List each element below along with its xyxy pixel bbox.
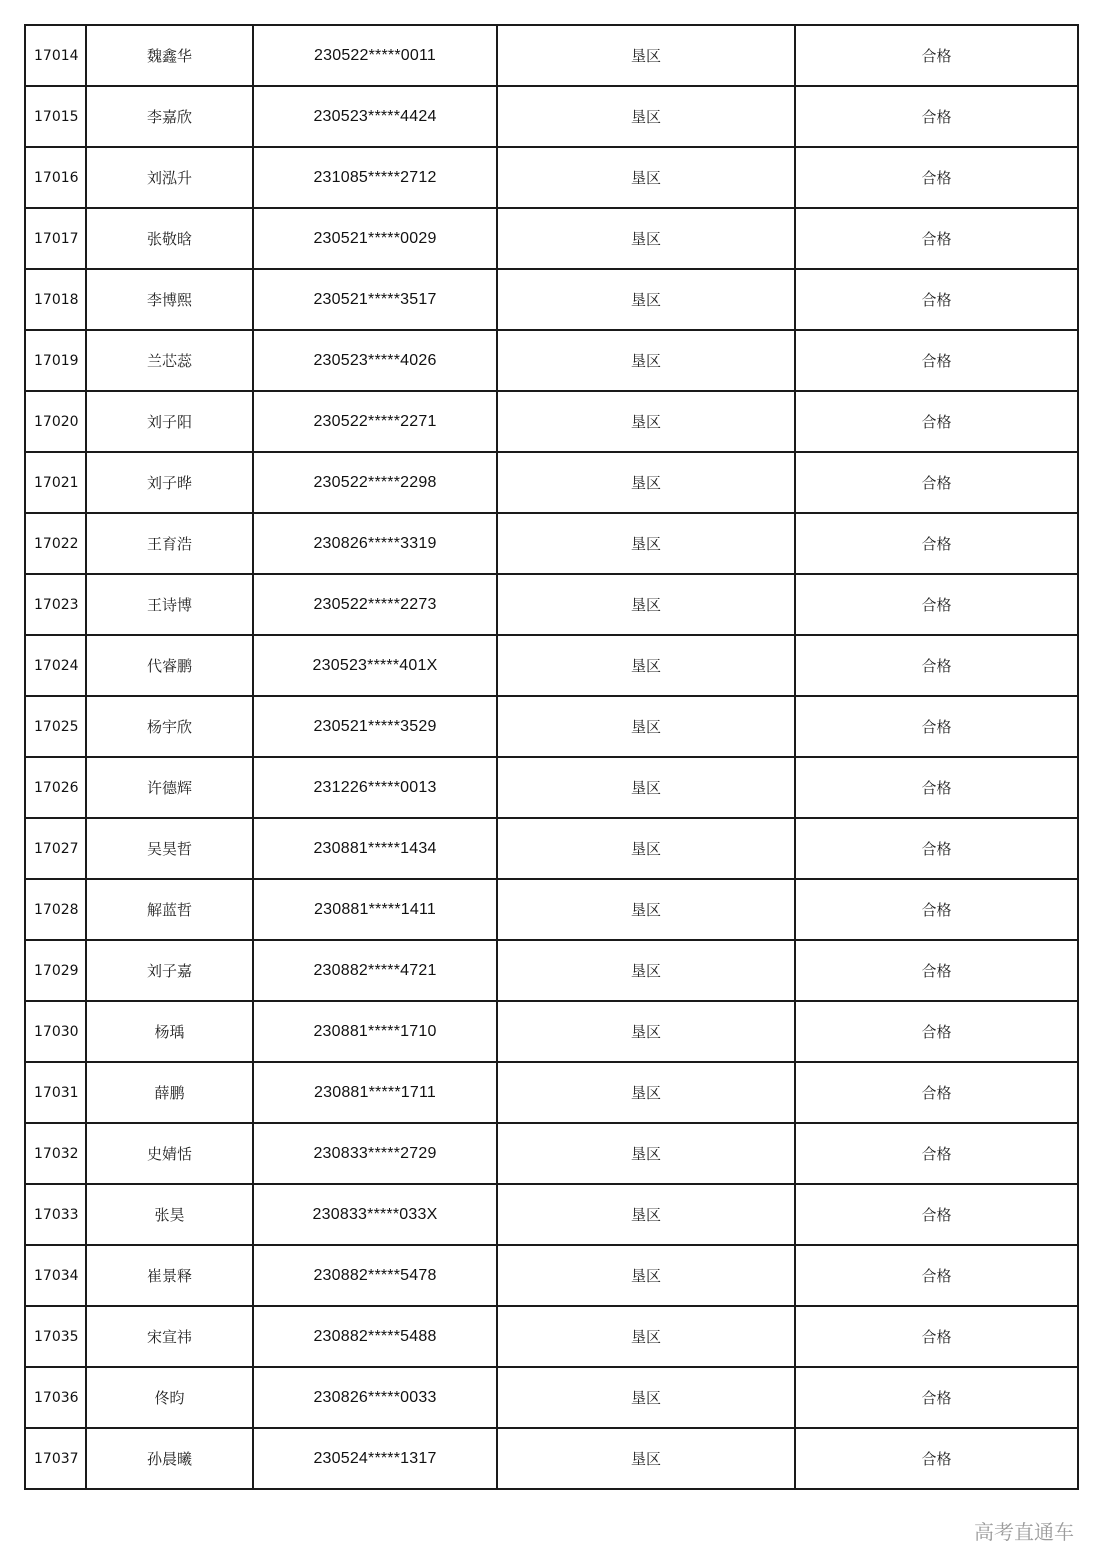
cell-number: 17026 bbox=[25, 757, 86, 818]
table-row bbox=[25, 879, 1078, 940]
cell-number: 17034 bbox=[25, 1245, 86, 1306]
cell-result: 合格 bbox=[795, 1123, 1078, 1184]
cell-name: 史婧恬 bbox=[86, 1123, 253, 1184]
table-row bbox=[25, 1184, 1078, 1245]
table-row bbox=[25, 452, 1078, 513]
roster-table-body bbox=[25, 25, 1078, 1489]
cell-area: 垦区 bbox=[497, 452, 795, 513]
cell-id-number: 230522*****2271 bbox=[253, 391, 497, 452]
cell-number: 17029 bbox=[25, 940, 86, 1001]
roster-table bbox=[24, 24, 1079, 1490]
cell-result: 合格 bbox=[795, 269, 1078, 330]
cell-number: 17030 bbox=[25, 1001, 86, 1062]
cell-number: 17016 bbox=[25, 147, 86, 208]
cell-id-number: 230521*****3529 bbox=[253, 696, 497, 757]
cell-id-number: 230522*****2298 bbox=[253, 452, 497, 513]
cell-result: 合格 bbox=[795, 330, 1078, 391]
table-row bbox=[25, 1062, 1078, 1123]
cell-name: 崔景释 bbox=[86, 1245, 253, 1306]
cell-result: 合格 bbox=[795, 1001, 1078, 1062]
cell-area: 垦区 bbox=[497, 1428, 795, 1489]
cell-result: 合格 bbox=[795, 574, 1078, 635]
cell-id-number: 230833*****2729 bbox=[253, 1123, 497, 1184]
cell-name: 宋宣祎 bbox=[86, 1306, 253, 1367]
cell-number: 17028 bbox=[25, 879, 86, 940]
cell-result: 合格 bbox=[795, 452, 1078, 513]
cell-result: 合格 bbox=[795, 513, 1078, 574]
table-row bbox=[25, 208, 1078, 269]
cell-id-number: 230882*****5478 bbox=[253, 1245, 497, 1306]
cell-result: 合格 bbox=[795, 1245, 1078, 1306]
table-row bbox=[25, 391, 1078, 452]
cell-result: 合格 bbox=[795, 1062, 1078, 1123]
cell-id-number: 230521*****3517 bbox=[253, 269, 497, 330]
cell-id-number: 230833*****033X bbox=[253, 1184, 497, 1245]
table-row bbox=[25, 1001, 1078, 1062]
cell-area: 垦区 bbox=[497, 86, 795, 147]
table-row bbox=[25, 1367, 1078, 1428]
table-row bbox=[25, 1245, 1078, 1306]
cell-number: 17018 bbox=[25, 269, 86, 330]
cell-area: 垦区 bbox=[497, 391, 795, 452]
cell-number: 17017 bbox=[25, 208, 86, 269]
cell-number: 17025 bbox=[25, 696, 86, 757]
cell-result: 合格 bbox=[795, 940, 1078, 1001]
cell-area: 垦区 bbox=[497, 25, 795, 86]
cell-name: 王育浩 bbox=[86, 513, 253, 574]
table-row bbox=[25, 574, 1078, 635]
table-row bbox=[25, 269, 1078, 330]
cell-id-number: 230523*****401X bbox=[253, 635, 497, 696]
cell-id-number: 230881*****1710 bbox=[253, 1001, 497, 1062]
table-row bbox=[25, 25, 1078, 86]
cell-result: 合格 bbox=[795, 208, 1078, 269]
cell-area: 垦区 bbox=[497, 879, 795, 940]
cell-name: 杨瑀 bbox=[86, 1001, 253, 1062]
table-row bbox=[25, 86, 1078, 147]
table-row bbox=[25, 940, 1078, 1001]
cell-result: 合格 bbox=[795, 1367, 1078, 1428]
cell-name: 杨宇欣 bbox=[86, 696, 253, 757]
cell-result: 合格 bbox=[795, 25, 1078, 86]
cell-name: 张昊 bbox=[86, 1184, 253, 1245]
cell-result: 合格 bbox=[795, 757, 1078, 818]
cell-area: 垦区 bbox=[497, 1306, 795, 1367]
cell-id-number: 230881*****1711 bbox=[253, 1062, 497, 1123]
cell-area: 垦区 bbox=[497, 574, 795, 635]
cell-name: 佟昀 bbox=[86, 1367, 253, 1428]
cell-name: 代睿鹏 bbox=[86, 635, 253, 696]
table-row bbox=[25, 513, 1078, 574]
table-row bbox=[25, 147, 1078, 208]
cell-area: 垦区 bbox=[497, 330, 795, 391]
cell-area: 垦区 bbox=[497, 1001, 795, 1062]
cell-result: 合格 bbox=[795, 1428, 1078, 1489]
cell-name: 兰芯蕊 bbox=[86, 330, 253, 391]
cell-name: 张敬晗 bbox=[86, 208, 253, 269]
cell-name: 刘子嘉 bbox=[86, 940, 253, 1001]
cell-number: 17022 bbox=[25, 513, 86, 574]
table-row bbox=[25, 818, 1078, 879]
table-row bbox=[25, 1123, 1078, 1184]
cell-area: 垦区 bbox=[497, 1123, 795, 1184]
cell-id-number: 230881*****1411 bbox=[253, 879, 497, 940]
cell-number: 17023 bbox=[25, 574, 86, 635]
cell-number: 17019 bbox=[25, 330, 86, 391]
cell-area: 垦区 bbox=[497, 208, 795, 269]
cell-result: 合格 bbox=[795, 818, 1078, 879]
table-row bbox=[25, 1306, 1078, 1367]
cell-area: 垦区 bbox=[497, 1062, 795, 1123]
table-row bbox=[25, 696, 1078, 757]
cell-name: 许德辉 bbox=[86, 757, 253, 818]
cell-id-number: 230521*****0029 bbox=[253, 208, 497, 269]
cell-result: 合格 bbox=[795, 879, 1078, 940]
cell-id-number: 230523*****4026 bbox=[253, 330, 497, 391]
cell-name: 刘子晔 bbox=[86, 452, 253, 513]
cell-result: 合格 bbox=[795, 1306, 1078, 1367]
cell-area: 垦区 bbox=[497, 1367, 795, 1428]
cell-id-number: 230826*****3319 bbox=[253, 513, 497, 574]
cell-area: 垦区 bbox=[497, 1184, 795, 1245]
cell-result: 合格 bbox=[795, 147, 1078, 208]
cell-result: 合格 bbox=[795, 1184, 1078, 1245]
cell-number: 17015 bbox=[25, 86, 86, 147]
cell-number: 17032 bbox=[25, 1123, 86, 1184]
cell-id-number: 230522*****2273 bbox=[253, 574, 497, 635]
cell-result: 合格 bbox=[795, 86, 1078, 147]
roster-sheet bbox=[24, 24, 1077, 1490]
cell-number: 17031 bbox=[25, 1062, 86, 1123]
cell-number: 17024 bbox=[25, 635, 86, 696]
cell-area: 垦区 bbox=[497, 635, 795, 696]
cell-name: 李博熙 bbox=[86, 269, 253, 330]
cell-area: 垦区 bbox=[497, 1245, 795, 1306]
cell-id-number: 230882*****5488 bbox=[253, 1306, 497, 1367]
cell-name: 李嘉欣 bbox=[86, 86, 253, 147]
cell-name: 解蓝哲 bbox=[86, 879, 253, 940]
cell-id-number: 230881*****1434 bbox=[253, 818, 497, 879]
cell-number: 17035 bbox=[25, 1306, 86, 1367]
table-row bbox=[25, 635, 1078, 696]
cell-name: 刘子阳 bbox=[86, 391, 253, 452]
watermark-text: 高考直通车 bbox=[974, 1520, 1074, 1544]
cell-id-number: 230522*****0011 bbox=[253, 25, 497, 86]
cell-area: 垦区 bbox=[497, 269, 795, 330]
cell-area: 垦区 bbox=[497, 696, 795, 757]
cell-number: 17020 bbox=[25, 391, 86, 452]
cell-id-number: 230882*****4721 bbox=[253, 940, 497, 1001]
cell-id-number: 230523*****4424 bbox=[253, 86, 497, 147]
table-row bbox=[25, 757, 1078, 818]
cell-area: 垦区 bbox=[497, 940, 795, 1001]
cell-area: 垦区 bbox=[497, 147, 795, 208]
table-row bbox=[25, 1428, 1078, 1489]
cell-area: 垦区 bbox=[497, 818, 795, 879]
cell-number: 17036 bbox=[25, 1367, 86, 1428]
cell-number: 17027 bbox=[25, 818, 86, 879]
cell-result: 合格 bbox=[795, 391, 1078, 452]
cell-area: 垦区 bbox=[497, 513, 795, 574]
cell-area: 垦区 bbox=[497, 757, 795, 818]
cell-number: 17021 bbox=[25, 452, 86, 513]
cell-name: 魏鑫华 bbox=[86, 25, 253, 86]
cell-name: 薛鹏 bbox=[86, 1062, 253, 1123]
cell-id-number: 231085*****2712 bbox=[253, 147, 497, 208]
table-row bbox=[25, 330, 1078, 391]
cell-result: 合格 bbox=[795, 635, 1078, 696]
cell-id-number: 231226*****0013 bbox=[253, 757, 497, 818]
cell-name: 刘泓升 bbox=[86, 147, 253, 208]
cell-result: 合格 bbox=[795, 696, 1078, 757]
cell-id-number: 230826*****0033 bbox=[253, 1367, 497, 1428]
cell-name: 吴昊哲 bbox=[86, 818, 253, 879]
cell-number: 17037 bbox=[25, 1428, 86, 1489]
cell-number: 17014 bbox=[25, 25, 86, 86]
cell-number: 17033 bbox=[25, 1184, 86, 1245]
cell-name: 孙晨曦 bbox=[86, 1428, 253, 1489]
cell-id-number: 230524*****1317 bbox=[253, 1428, 497, 1489]
cell-name: 王诗博 bbox=[86, 574, 253, 635]
